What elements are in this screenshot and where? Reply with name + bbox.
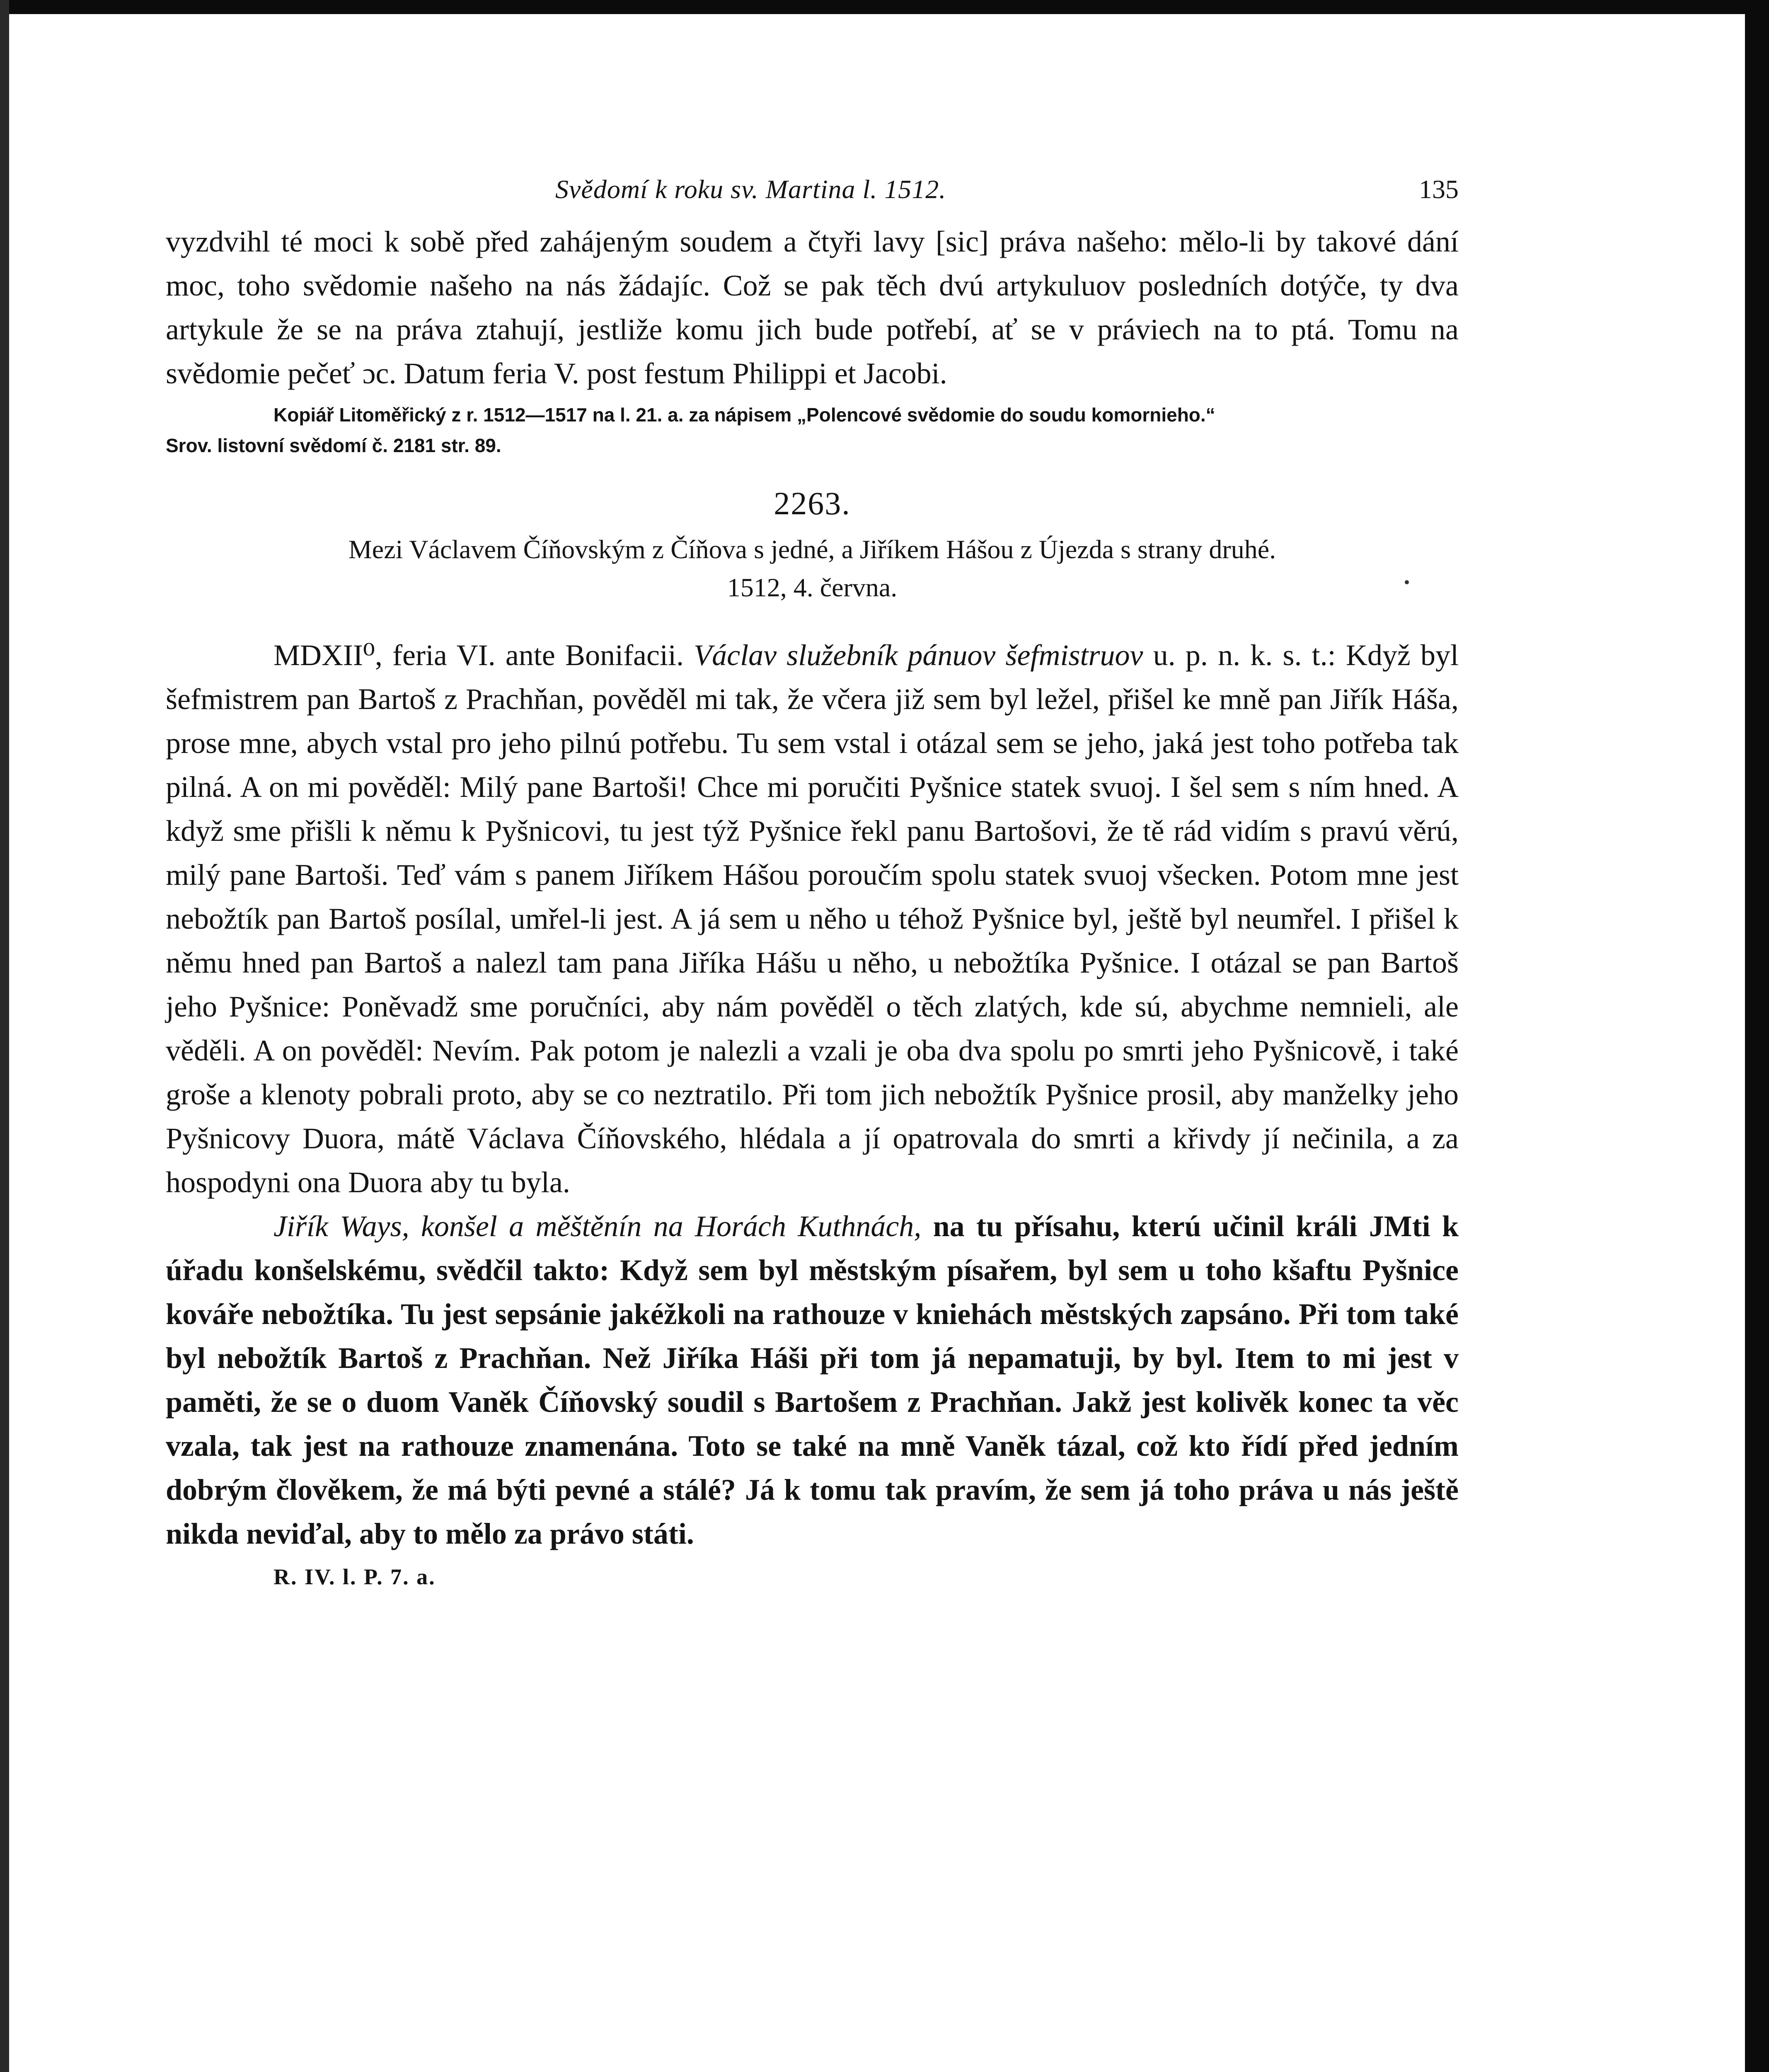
testimony-text-2: na tu přísahu, kterú učinil králi JMti k úřadu konšelskému, svědčil takto: Když sem byl městským písařem, byl sem u toho kšaftu Pyšnice kováře nebožtíka. Tu jest sepsánie jakéžkoli na rathouze v kniehách městských zapsáno. Při tom také byl nebožtík Bartoš z Prachňan. Než Jiříka Háši při tom já nepamatuji, by byl. Item to mi jest v paměti, že se o duom Vaněk Číňovský soudil s Bartošem z Prachňan. Jakž jest kolivěk konec ta věc vzala, tak jest na rathouze znamenána. Toto se také na mně Vaněk tázal, což kto řídí před jedním dobrým člověkem, že má býti pevné a stálé? Já k tomu tak pravím, že sem já toho práva u nás ještě nikda neviďal, aby to mělo za právo státi. — [166, 1210, 1459, 1550]
source-note-reference: Srov. listovní svědomí č. 2181 str. 89. — [166, 435, 501, 456]
page-number: 135 — [1419, 174, 1459, 204]
running-head-title: Svědomí k roku sv. Martina l. 1512. — [555, 174, 946, 204]
source-note — [166, 399, 1459, 461]
testimony-text-1: u. p. n. k. s. t.: Když byl šefmistrem pan Bartoš z Prachňan, pověděl mi tak, že včera již sem byl ležel, přišel ke mně pan Jiřík Háša, prose mne, abych vstal pro jeho pilnú potřebu. Tu sem vstal i otázal sem se jeho, jaká jest toho potřeba tak pilná. A on mi pověděl: Milý pane Bartoši! Chce mi poručiti Pyšnice statek svuoj. I šel sem s ním hned. A když sme přišli k němu k Pyšnicovi, tu jest týž Pyšnice řekl panu Bartošovi, že tě rád vidím s pravú věrú, milý pane Bartoši. Teď vám s panem Jiříkem Hášou poroučím spolu statek svuoj všecken. Potom mne jest nebožtík pan Bartoš posílal, umřel-li jest. A já sem u něho u téhož Pyšnice byl, ještě byl neumřel. I přišel k němu hned pan Bartoš a nalezl tam pana Jiříka Hášu u něho, u nebožtíka Pyšnice. I otázal se pan Bartoš jeho Pyšnice: Poněvadž sme poručníci, aby nám pověděl o těch zlatých, kde sú, abychme nemnieli, ale věděli. A on pověděl: Nevím. Pak potom je nalezli a vzali je oba dva spolu po smrti jeho Pyšnicově, i také groše a klenoty pobrali proto, aby se co neztratilo. Při tom jich nebožtík Pyšnice prosil, aby manželky jeho Pyšnicovy Duora, mátě Václava Číňovského, hlédala a jí opatrovala do smrti a křivdy jí nečinila, a za hospodyni ona Duora aby tu byla. — [166, 639, 1459, 1199]
document-date: 1512, 4. června. — [727, 573, 898, 602]
scan-border-top — [0, 0, 1769, 14]
scan-border-right — [1745, 0, 1769, 2072]
document-parties: Mezi Václavem Číňovským z Číňova s jedné, a Jiříkem Hášou z Újezda s strany druhé. — [348, 535, 1276, 564]
book-page — [166, 174, 1459, 1590]
archival-signature: R. IV. l. P. 7. a. — [273, 1564, 436, 1589]
document-heading — [166, 530, 1459, 607]
document-number: 2263. — [774, 485, 851, 521]
scan-border-left — [0, 0, 9, 2072]
previous-document-text: vyzdvihl té moci k sobě před zahájeným soudem a čtyři lavy [sic] práva našeho: mělo-li by takové dání moc, toho svědomie našeho na nás žádajíc. Což se pak těch dvú artykuluov posledních dotýče, ty dva artykule že se na práva ztahují, jestliže komu jich bude potřebí, ať se v práviech na to ptá. Tomu na svědomie pečeť ɔc. Datum feria V. post festum Philippi et Jacobi. — [166, 225, 1459, 390]
testimony-paragraph-2 — [166, 1204, 1459, 1556]
source-note-line: Kopiář Litoměřický z r. 1512—1517 na l. 21. a. za nápisem „Polencové svědomie do soudu komornieho.“ — [273, 404, 1215, 426]
testimony-date: MDXII⁰, feria VI. ante Bonifacii. — [273, 639, 694, 672]
testimony-paragraph-1 — [166, 633, 1459, 1204]
witness-name-2: Jiřík Ways, konšel a měštěnín na Horách Kuthnách, — [273, 1210, 922, 1243]
running-head — [166, 174, 1459, 220]
witness-name-1: Václav služebník pánuov šefmistruov — [694, 639, 1143, 672]
